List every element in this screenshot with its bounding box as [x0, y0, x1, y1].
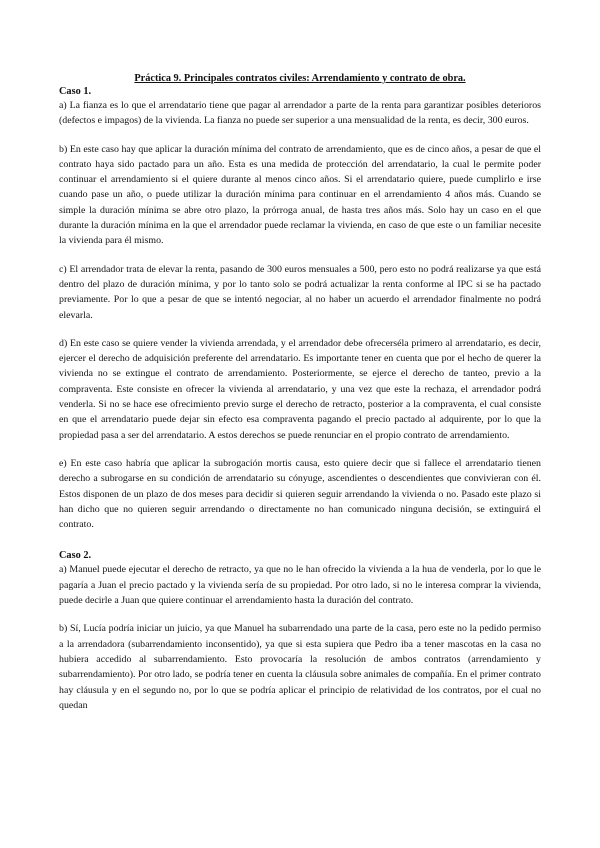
paragraph-spacer — [59, 249, 541, 262]
paragraph-spacer — [59, 129, 541, 142]
case-1-paragraph-d: d) En este caso se quiere vender la vivienda arrendada, y el arrendador debe ofrecerséla primero al arrendatario, es decir, ejercer el derecho de adquisición preferente del arrendatario. Es importante tener en cuenta que por el hecho de querer la vivienda no se extingue el contrato de arrendamiento. Posteriormente, se ejerce el derecho de tanteo, previo a la compraventa. Este consiste en ofrecer la vivienda al arrendatario, y una vez que este la rechaza, el arrendador podrá venderla. Si no se hace ese ofrecimiento previo surge el derecho de retracto, posterior a la compraventa, el cual consiste en que el arrendatario puede dejar sin efecto esa compraventa pagando el precio pactado al adquirente, por lo que la propiedad pasa a ser del arrendatario. A estos derechos se puede renunciar en el propio contrato de arrendamiento. — [59, 337, 541, 441]
paragraph-spacer — [59, 443, 541, 456]
case-1-paragraph-b: b) En este caso hay que aplicar la duración mínima del contrato de arrendamiento, que es de cinco años, a pesar de que el contrato haya sido pactado para un año. Esta es una medida de protección del arrendatario, la cual le permite poder continuar el arrendamiento si el quiere durante al menos cinco años. Si el arrendatario quiere, puede cumplirlo e irse cuando pase un año, o puede utilizar la duración mínima para continuar en el arrendamiento 4 años más. Cuando se simple la duración mínima se abre otro plazo, la prórroga anual, de hasta tres años más. Solo hay un caso en el que durante la duración mínima en la que el arrendador puede reclamar la vivienda, en caso de que este o un familiar necesite la vivienda para él mismo. — [59, 143, 541, 247]
paragraph-spacer — [59, 608, 541, 621]
section-spacer — [59, 532, 541, 549]
case-1-paragraph-e: e) En este caso habría que aplicar la subrogación mortis causa, esto quiere decir que si fallece el arrendatario tienen derecho a subrogarse en su condición de arrendatario su cónyuge, ascendientes o descendientes que convivieran con él. Estos disponen de un plazo de dos meses para decidir si quieren seguir arrendando la vivienda o no. Pasado este plazo si han dicho que no quieren seguir arrendando o directamente no han comunicado ninguna decisión, se extinguirá el contrato. — [59, 457, 541, 531]
case-1-heading: Caso 1. — [59, 86, 92, 97]
case-2-heading: Caso 2. — [59, 550, 92, 562]
case-1-paragraph-a: a) La fianza es lo que el arrendatario tiene que pagar al arrendador a parte de la renta para garantizar posibles deterioros (defectos e impagos) de la vivienda. La fianza no puede ser superior a una mensualidad de la renta, es decir, 300 euros. — [59, 100, 541, 127]
paragraph-spacer — [59, 323, 541, 336]
document-title: Práctica 9. Principales contratos civiles: Arrendamiento y contrato de obra. — [134, 73, 466, 84]
case-2-paragraph-a: a) Manuel puede ejecutar el derecho de retracto, ya que no le han ofrecido la vivienda a la hua de venderla, por lo que le pagaría a Juan el precio pactado y la vivienda sería de su propiedad. Por otro lado, si no le interesa comprar la vivienda, puede decirle a Juan que quiere continuar el arrendamiento hasta la duración del contrato. — [59, 564, 541, 607]
case-2-paragraph-b: b) Sí, Lucía podría iniciar un juicio, ya que Manuel ha subarrendado una parte de la casa, pero este no la pedido permiso a la arrendadora (subarrendamiento inconsentido), ya que si esta supiera que Pedro iba a tener mascotas en la casa no hubiera accedido al subarrendamiento. Esto provocaría la resolución de ambos contratos (arrendamiento y subarrendamiento). Por otro lado, se podría tener en cuenta la cláusula sobre animales de compañía. En el primer contrato hay cláusula y en el segundo no, por lo que se podría aplicar el principio de relatividad de los contratos, por el cual no quedan — [59, 623, 541, 711]
case-1-paragraph-c: c) El arrendador trata de elevar la renta, pasando de 300 euros mensuales a 500, pero esto no podrá realizarse ya que está dentro del plazo de duración mínima, y por lo tanto solo se podrá actualizar la renta conforme al IPC si se ha pactado previamente. Por lo que a pesar de que se intentó negociar, al no haber un acuerdo el arrendador finalmente no podrá elevarla. — [59, 263, 541, 321]
